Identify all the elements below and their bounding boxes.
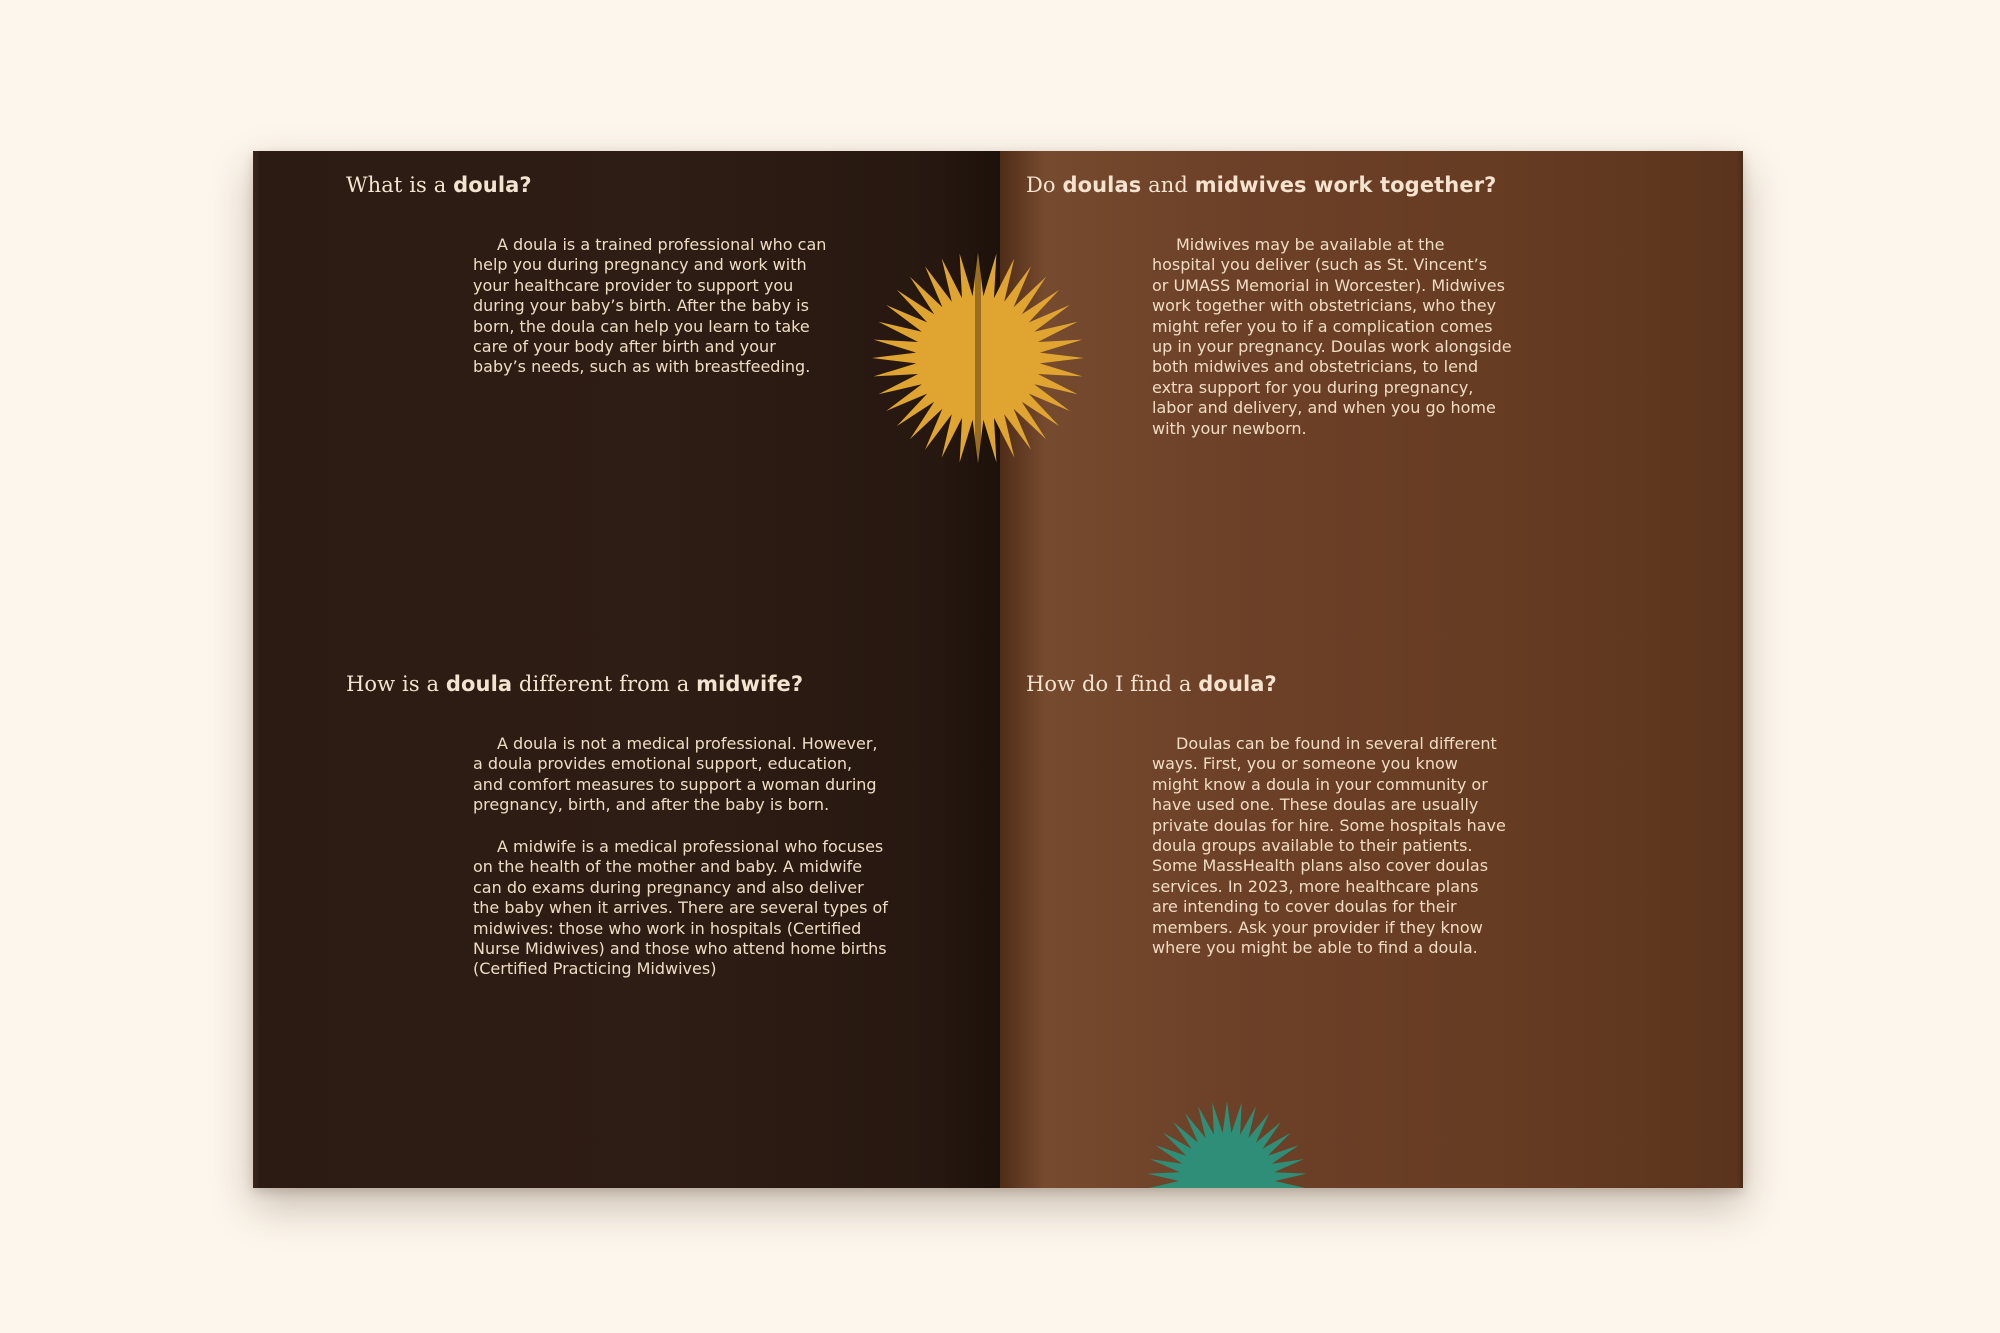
body-what-is-doula: A doula is a trained professional who can help you during pregnancy and work with your healthcare provider to support you during your baby’s birth. After the baby is born, the doula can help you learn to take care of your body after birth and your baby’s needs, such as with breastfeeding.: [473, 235, 827, 377]
heading-find-doula: How do I find a doula?: [1026, 672, 1277, 696]
body-midwife-medical: A midwife is a medical professional who focuses on the health of the mother and baby. A midwife can do exams during pregnancy and also deliver the baby when it arrives. There are several types of midwives: those who work in hospitals (Certified Nurse Midwives) and those who attend home births (Certified Practicing Midwives): [473, 837, 888, 979]
body-work-together: Midwives may be available at the hospital you deliver (such as St. Vincent’s or UMASS Memorial in Worcester). Midwives work together with obstetricians, who they might refer you to if a complication comes up in your pregnancy. Doulas work alongside both midwives and obstetricians, to lend extra support for you during pregnancy, labor and delivery, and when you go home with your newborn.: [1152, 235, 1512, 438]
heading-work-together: Do doulas and midwives work together?: [1026, 173, 1497, 197]
body-find-doula: Doulas can be found in several different ways. First, you or someone you know might know a doula in your community or have used one. These doulas are usually private doulas for hire. Some hospitals have doula groups available to their patients. Some MassHealth plans also cover doulas services. In 2023, more healthcare plans are intending to cover doulas for their members. Ask your provider if they know where you might be able to find a doula.: [1152, 734, 1506, 958]
teal-sunburst: [1146, 1100, 1308, 1188]
heading-doula-vs-midwife: How is a doula different from a midwife?: [346, 672, 804, 696]
right-page: [1000, 151, 1743, 1188]
heading-what-is-doula: What is a doula?: [346, 173, 532, 197]
body-doula-not-medical: A doula is not a medical professional. However, a doula provides emotional support, education, and comfort measures to support a woman during pregnancy, birth, and after the baby is born.: [473, 734, 878, 815]
sunburst-icon: [869, 253, 1087, 463]
sunburst-icon: [1146, 1100, 1308, 1188]
